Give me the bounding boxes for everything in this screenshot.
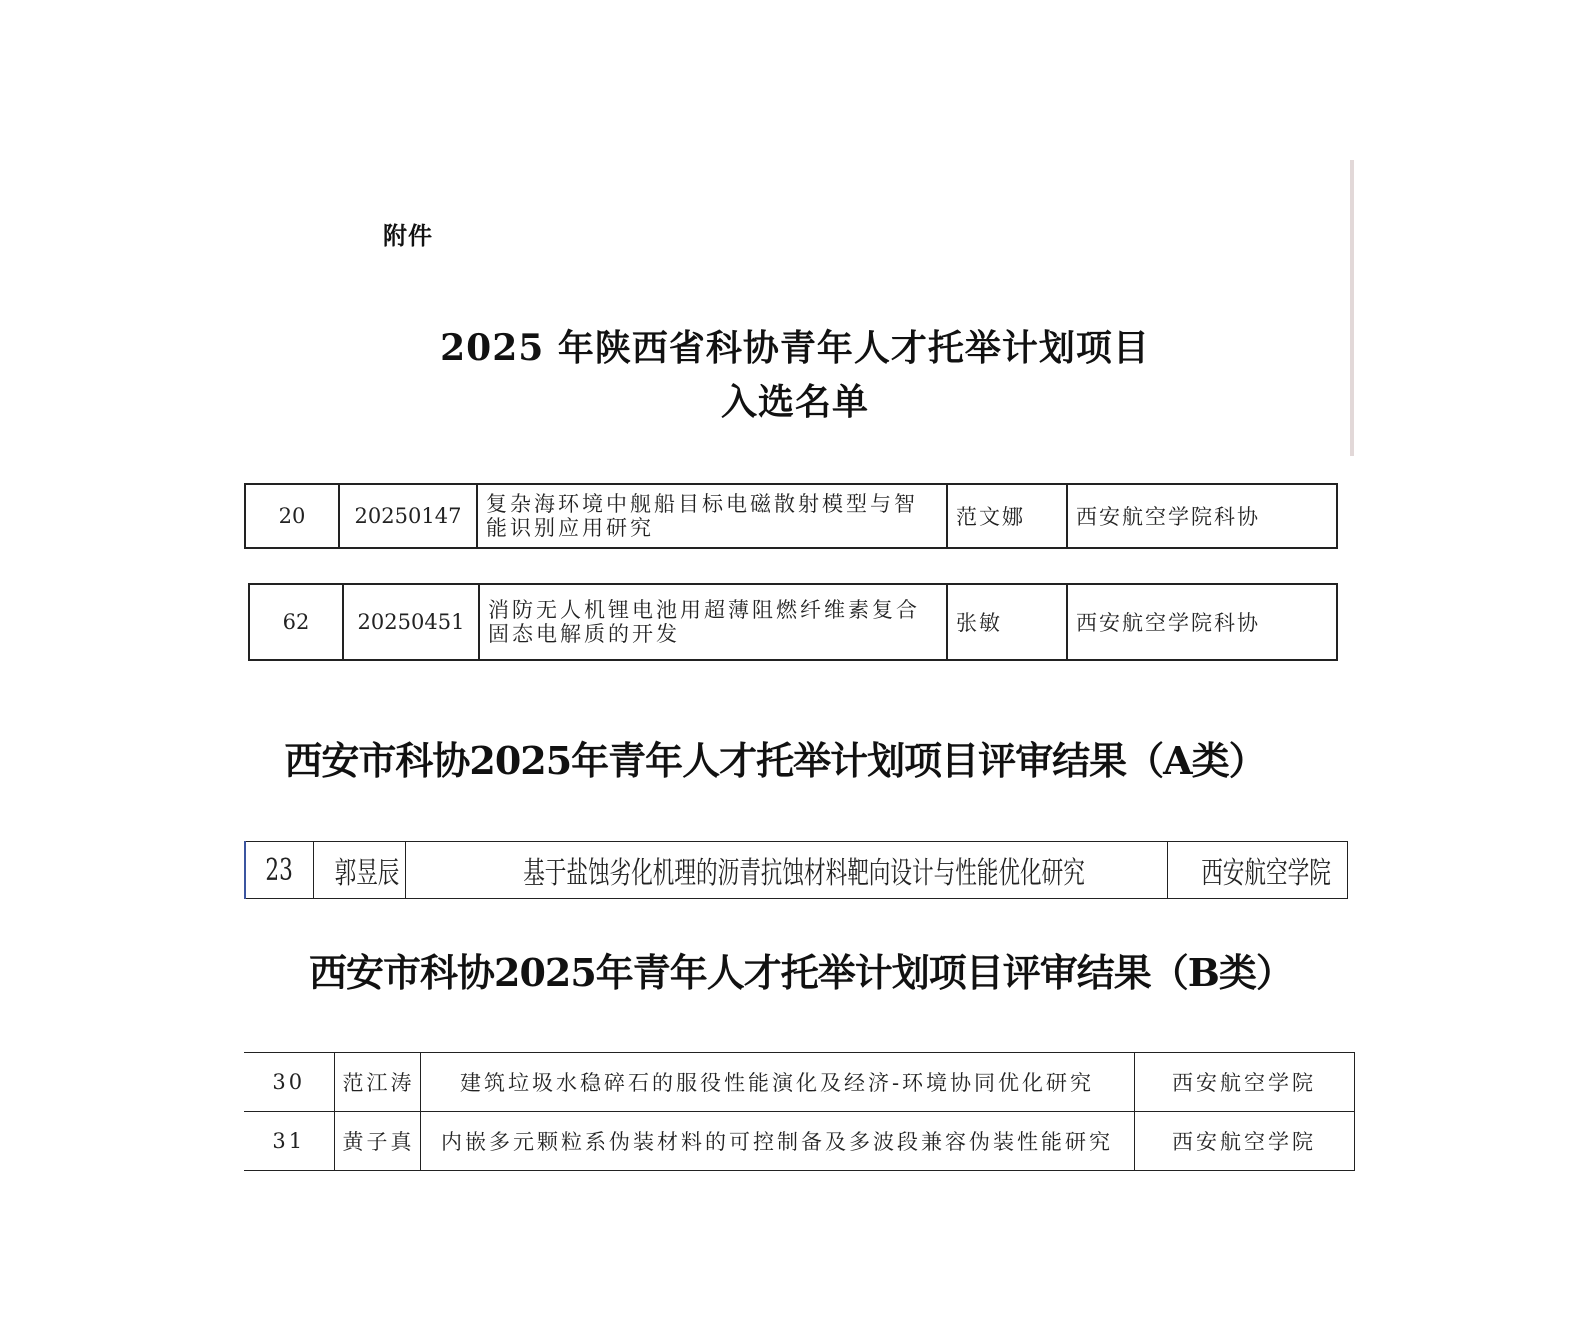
cell-code: 20250451 — [343, 584, 479, 660]
cell-name-text: 郭昱辰 — [334, 856, 399, 891]
cell-org — [1167, 842, 1347, 899]
table-row — [244, 1053, 1354, 1112]
cell-no — [245, 842, 313, 899]
cell-project — [405, 842, 1167, 899]
table-row — [245, 842, 1347, 899]
attachment-label: 附件 — [383, 222, 433, 250]
cell-org: 西安航空学院 — [1134, 1053, 1354, 1112]
cell-name: 范文娜 — [947, 484, 1067, 548]
cell-no: 30 — [244, 1053, 334, 1112]
cell-project-text: 基于盐蚀劣化机理的沥青抗蚀材料靶向设计与性能优化研究 — [522, 856, 1085, 891]
section-a-table — [244, 841, 1348, 899]
cell-org: 西安航空学院 — [1134, 1112, 1354, 1171]
cell-name: 范江涛 — [334, 1053, 420, 1112]
cell-no: 20 — [245, 484, 339, 548]
cell-project: 内嵌多元颗粒系伪装材料的可控制备及多波段兼容伪装性能研究 — [420, 1112, 1134, 1171]
cell-no: 62 — [249, 584, 343, 660]
cell-org-text: 西安航空学院 — [1200, 856, 1331, 891]
cell-no-text: 23 — [265, 852, 293, 888]
cell-org: 西安航空学院科协 — [1067, 584, 1337, 660]
cell-project: 复杂海环境中舰船目标电磁散射模型与智能识别应用研究 — [477, 484, 947, 548]
document-title-line-1: 2025 年陕西省科协青年人才托举计划项目 — [440, 327, 1150, 369]
table-row — [245, 484, 1337, 548]
cell-project: 建筑垃圾水稳碎石的服役性能演化及经济-环境协同优化研究 — [420, 1053, 1134, 1112]
page-edge-rule — [1350, 160, 1354, 456]
province-table-row-62 — [248, 583, 1338, 661]
cell-name — [313, 842, 405, 899]
section-b-table — [244, 1052, 1355, 1171]
document-title-line-2: 入选名单 — [720, 381, 869, 423]
table-row — [249, 584, 1337, 660]
province-table-row-20 — [244, 483, 1338, 549]
cell-org: 西安航空学院科协 — [1067, 484, 1337, 548]
cell-no: 31 — [244, 1112, 334, 1171]
cell-name: 张敏 — [947, 584, 1067, 660]
cell-project: 消防无人机锂电池用超薄阻燃纤维素复合固态电解质的开发 — [479, 584, 947, 660]
section-b-title: 西安市科协2025年青年人才托举计划项目评审结果（B类） — [309, 950, 1293, 995]
section-a-title: 西安市科协2025年青年人才托举计划项目评审结果（A类） — [284, 738, 1266, 783]
cell-code: 20250147 — [339, 484, 477, 548]
cell-name: 黄子真 — [334, 1112, 420, 1171]
table-row — [244, 1112, 1354, 1171]
